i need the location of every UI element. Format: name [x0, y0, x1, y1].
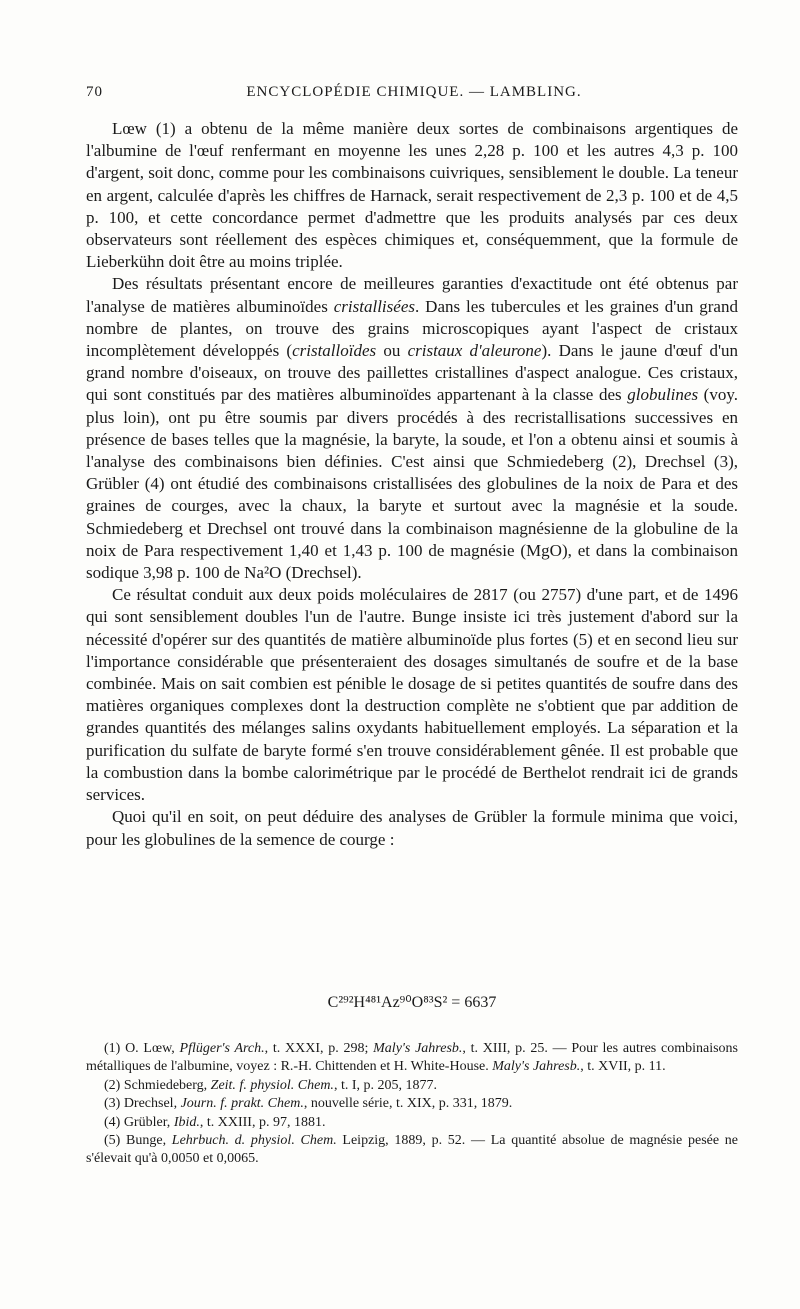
running-title: ENCYCLOPÉDIE CHIMIQUE. — LAMBLING. — [246, 84, 582, 100]
footnote-citation: Pflüger's Arch. — [179, 1041, 265, 1056]
footnote-text: , t. XXIII, p. 97, 1881. — [199, 1114, 326, 1130]
footnote-citation: Zeit. f. physiol. Chem. — [210, 1077, 334, 1093]
running-head — [86, 84, 742, 106]
footnote-5 — [86, 1132, 738, 1169]
paragraph-2-emphasis: cristaux d'aleurone — [407, 341, 542, 361]
footnote-text: (2) Schmiedeberg, — [104, 1077, 211, 1093]
paragraph-2-text: ou — [376, 341, 408, 361]
footnote-text: Leipzig, 1889, p. 52. — La quantité absolue de magnésie pesée ne s'élevait qu'à 0,0050 et 0,0065. — [86, 1133, 738, 1167]
footnote-citation: Maly's Jahresb. — [492, 1059, 581, 1075]
paragraph-2-text: Des résultats présentant encore de meilleures garanties d'exactitude ont été obtenus par l'analyse de matières albuminoïdes — [86, 274, 738, 316]
paragraph-4: Quoi qu'il en soit, on peut déduire des analyses de Grübler la formule minima que voici, pour les globulines de la semence de courge : — [86, 807, 738, 849]
footnote-text: , t. XVII, p. 11. — [580, 1059, 666, 1075]
footnote-citation: Lehrbuch. d. physiol. Chem. — [171, 1133, 337, 1149]
footnote-text: , t. I, p. 205, 1877. — [333, 1077, 437, 1093]
footnotes — [86, 1040, 738, 1169]
footnote-text: , t. XXXI, p. 298; — [264, 1041, 374, 1056]
footnote-text: (3) Drechsel, — [104, 1096, 181, 1112]
footnote-text: (5) Bunge, — [104, 1133, 172, 1149]
footnote-citation: Maly's Jahresb. — [373, 1041, 463, 1056]
footnote-citation: Journ. f. prakt. Chem. — [180, 1096, 304, 1112]
footnote-text: , t. XIII, p. 25. — Pour les autres combinaisons métalliques de l'albumine, voyez : R.-H. Chittenden et H. White-House. — [86, 1041, 738, 1075]
footnote-text: (1) O. Lœw, — [104, 1041, 180, 1056]
page-number: 70 — [86, 84, 103, 100]
footnote-citation: Ibid. — [173, 1114, 200, 1130]
paragraph-2-text: ). Dans le jaune d'œuf d'un grand nombre d'oiseaux, on trouve des paillettes cristallines d'aspect analogue. Ces cristaux, qui sont constitués par des matières albuminoïdes appartenant à la classe des — [86, 341, 739, 405]
paragraph-2-text: . Dans les tubercules et les graines d'un grand nombre de plantes, on trouve des grains microscopiques ayant l'aspect de cristaux incomplètement développés ( — [86, 296, 738, 361]
paragraph-2-text: (voy. plus loin), ont pu être soumis par divers procédés à des recristallisations successives en présence de bases telles que la magnésie, la baryte, la soude, et l'on a obtenu ainsi et soumis à l'analyse des combinaisons bien définies. C'est ainsi que Schmiedeberg (2), Drechsel (3), Grübler (4) ont étudié des combinaisons cristallisées des globulines de la noix de Para et des graines de courges, avec la chaux, la baryte et surtout avec la magnésie et la soude. Schmiedeberg et Drechsel ont trouvé dans la combinaison magnésienne de la globuline de la noix de Para respectivement 1,40 et 1,43 p. 100 de magnésie (MgO), et dans la combinaison sodique 3,98 p. 100 de Na²O (Drechsel). — [86, 385, 738, 583]
paragraph-2 — [86, 273, 738, 584]
footnote-1 — [86, 1040, 738, 1077]
footnote-text: (4) Grübler, — [104, 1114, 174, 1130]
footnote-2 — [86, 1077, 738, 1095]
body-text — [86, 118, 738, 851]
paragraph-3: Ce résultat conduit aux deux poids moléculaires de 2817 (ou 2757) d'une part, et de 1496 qui sont sensiblement doubles l'un de l'autre. Bunge insiste ici très justement d'abord sur la nécessité d'opérer sur des quantités de matière albuminoïde plus fortes (5) et en second lieu sur l'importance considérable que présenteraient des dosages simultanés de soufre et de la base combinée. Mais on sait combien est pénible le dosage de si petites quantités de soufre dans des matières organiques complexes dont la destruction complète ne s'obtient que par addition de grandes quantités des mélanges salins oxydants habituellement employés. La séparation et la purification du sulfate de baryte formé s'en trouve considérablement gênée. Il est probable que la combustion dans la bombe calorimétrique par le procédé de Berthelot rendrait ici de grands services. — [86, 585, 738, 805]
paragraph-1: Lœw (1) a obtenu de la même manière deux sortes de combinaisons argentiques de l'albumine de l'œuf renfermant en moyenne les unes 2,28 p. 100 et les autres 4,3 p. 100 d'argent, soit donc, comme pour les combinaisons cuivriques, sensiblement le double. La teneur en argent, calculée d'après les chiffres de Harnack, serait respectivement de 2,3 p. 100 et de 4,5 p. 100, et cette concordance permet d'admettre que les produits analysés par ces deux observateurs sont réellement des espèces chimiques et, conséquemment, que la formule de Lieberkühn doit être au moins triplée. — [86, 119, 738, 272]
paragraph-2-emphasis: globulines — [627, 385, 699, 405]
footnote-text: , nouvelle série, t. XIX, p. 331, 1879. — [303, 1096, 513, 1112]
footnote-3 — [86, 1095, 738, 1113]
chemical-formula: C²⁹²H⁴⁸¹Az⁹⁰O⁸³S² = 6637 — [327, 994, 497, 1011]
paragraph-2-emphasis: cristallisées — [333, 296, 415, 316]
footnote-4 — [86, 1114, 738, 1132]
paragraph-2-emphasis: cristalloïdes — [292, 341, 377, 361]
